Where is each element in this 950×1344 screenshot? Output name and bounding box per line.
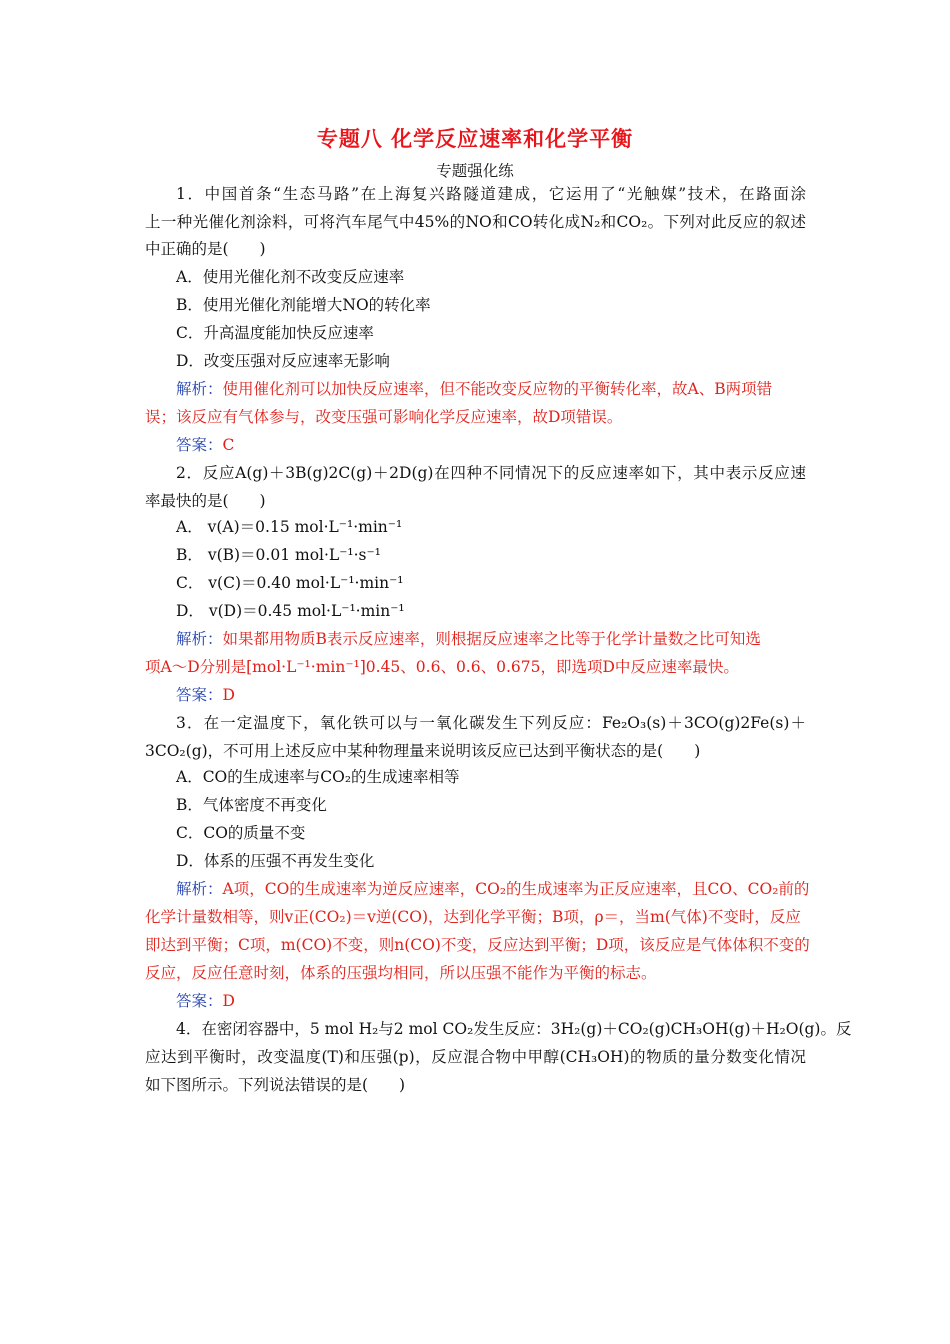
- q2-analysis-line-2: 项A～D分别是[mol·L⁻¹·min⁻¹]0.45、0.6、0.6、0.675，即选项D中反应速率最快。: [145, 658, 739, 676]
- q1-stem-line-2: 上一种光催化剂涂料，可将汽车尾气中45%的NO和CO转化成N₂和CO₂。下列对此反应的叙述: [145, 213, 806, 231]
- analysis-label: 解析：: [176, 880, 223, 898]
- q4-stem-line-2: 应达到平衡时，改变温度(T)和压强(p)，反应混合物中甲醇(CH₃OH)的物质的量分数变化情况: [145, 1048, 806, 1066]
- q1-option-b: B．使用光催化剂能增大NO的转化率: [176, 296, 431, 314]
- q2-stem-line-2: 率最快的是( ): [145, 492, 266, 510]
- q2-analysis-line-1: [176, 629, 761, 649]
- q3-analysis-line-2: 化学计量数相等，则v正(CO₂)＝v逆(CO)，达到化学平衡；B项，ρ＝，当m(气体)不变时，反应: [145, 908, 801, 926]
- q4-stem-line-3: 如下图所示。下列说法错误的是( ): [145, 1076, 406, 1094]
- q2-option-c: C． v(C)＝0.40 mol·L⁻¹·min⁻¹: [176, 574, 404, 592]
- q2-stem-line-1: 2．反应A(g)＋3B(g)2C(g)＋2D(g)在四种不同情况下的反应速率如下，其中表示反应速: [176, 464, 806, 482]
- answer-label: 答案：: [176, 686, 223, 704]
- q3-stem-line-1: 3．在一定温度下，氧化铁可以与一氧化碳发生下列反应：Fe₂O₃(s)＋3CO(g)2Fe(s)＋: [176, 714, 806, 732]
- q1-analysis-line-1: [176, 379, 806, 399]
- q4-stem-line-1: 4．在密闭容器中，5 mol H₂与2 mol CO₂发生反应：3H₂(g)＋CO₂(g)CH₃OH(g)＋H₂O(g)。反: [176, 1020, 852, 1038]
- answer-label: 答案：: [176, 436, 223, 454]
- q3-answer: [176, 991, 235, 1011]
- q1-answer: [176, 435, 234, 455]
- q3-analysis-line-3: 即达到平衡；C项，m(CO)不变，则n(CO)不变，反应达到平衡；D项，该反应是气体体积不变的: [145, 936, 810, 954]
- q3-option-a: A．CO的生成速率与CO₂的生成速率相等: [176, 768, 460, 786]
- answer-value: D: [222, 686, 235, 704]
- q3-analysis-line-1: [176, 879, 809, 899]
- q3-option-d: D．体系的压强不再发生变化: [176, 852, 375, 870]
- page-title: 专题八 化学反应速率和化学平衡: [316, 127, 634, 151]
- analysis-text: 使用催化剂可以加快反应速率，但不能改变反应物的平衡转化率，故A、B两项错: [222, 380, 773, 398]
- page-subtitle: 专题强化练: [436, 162, 514, 180]
- q3-option-c: C．CO的质量不变: [176, 824, 306, 842]
- q1-stem-line-3: 中正确的是( ): [145, 240, 266, 258]
- answer-value: D: [222, 992, 235, 1010]
- q3-analysis-line-4: 反应，反应任意时刻，体系的压强均相同，所以压强不能作为平衡的标志。: [145, 964, 657, 982]
- analysis-text: A项，CO的生成速率为逆反应速率，CO₂的生成速率为正反应速率，且CO、CO₂前的: [222, 880, 810, 898]
- analysis-text: 如果都用物质B表示反应速率，则根据反应速率之比等于化学计量数之比可知选: [222, 630, 761, 648]
- answer-label: 答案：: [176, 992, 223, 1010]
- q1-stem-line-1: 1．中国首条“生态马路”在上海复兴路隧道建成，它运用了“光触媒”技术，在路面涂: [176, 185, 806, 203]
- q3-stem-line-2: 3CO₂(g)，不可用上述反应中某种物理量来说明该反应已达到平衡状态的是( ): [145, 742, 701, 760]
- q1-option-d: D．改变压强对反应速率无影响: [176, 352, 390, 370]
- q1-analysis-line-2: 误；该反应有气体参与，改变压强可影响化学反应速率，故D项错误。: [145, 408, 623, 426]
- q3-option-b: B．气体密度不再变化: [176, 796, 327, 814]
- analysis-label: 解析：: [176, 630, 223, 648]
- q1-option-c: C．升高温度能加快反应速率: [176, 324, 374, 342]
- answer-value: C: [222, 436, 235, 454]
- analysis-label: 解析：: [176, 380, 223, 398]
- q1-option-a: A．使用光催化剂不改变反应速率: [176, 268, 405, 286]
- q2-option-d: D． v(D)＝0.45 mol·L⁻¹·min⁻¹: [176, 602, 405, 620]
- q2-option-b: B． v(B)＝0.01 mol·L⁻¹·s⁻¹: [176, 546, 381, 564]
- q2-option-a: A． v(A)＝0.15 mol·L⁻¹·min⁻¹: [176, 518, 403, 536]
- q2-answer: [176, 685, 235, 705]
